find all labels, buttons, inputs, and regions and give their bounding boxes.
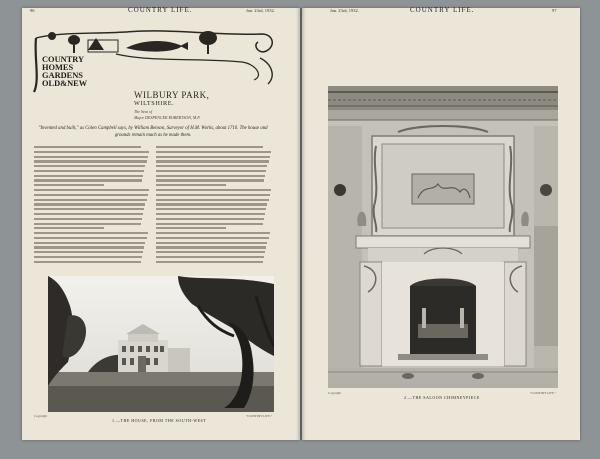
body-text-line	[156, 189, 271, 191]
body-text-line	[34, 165, 145, 167]
body-text-line	[34, 156, 148, 158]
body-text-column-2	[156, 146, 272, 270]
date-left: Jan. 23rd, 1932.	[246, 8, 275, 13]
book-spine	[296, 8, 306, 440]
body-text-line	[34, 151, 149, 153]
body-text-line	[156, 256, 264, 258]
body-text-line	[34, 146, 141, 148]
logo-line-2: HOMES	[42, 63, 74, 72]
body-text-line	[156, 184, 226, 186]
body-text-column-1	[34, 146, 150, 270]
body-text-line	[34, 203, 145, 205]
body-text-line	[34, 223, 141, 225]
photo-credit-right: Copyright	[328, 391, 341, 395]
photo-caption-right: 2.—THE SALOON CHIMNEYPIECE	[404, 395, 480, 400]
body-text-line	[34, 246, 144, 248]
body-text-line	[34, 208, 144, 210]
body-text-line	[34, 227, 104, 229]
body-text-line	[156, 208, 266, 210]
body-text-line	[156, 242, 267, 244]
body-text-line	[34, 175, 143, 177]
body-text-line	[156, 203, 267, 205]
house-photo	[48, 276, 274, 412]
body-text-line	[34, 199, 147, 201]
body-text-line	[156, 237, 269, 239]
body-text-line	[156, 179, 264, 181]
body-text-line	[34, 179, 142, 181]
body-text-line	[156, 213, 265, 215]
body-text-line	[34, 237, 147, 239]
body-text-line	[156, 156, 270, 158]
body-text-line	[34, 184, 104, 186]
body-text-line	[34, 194, 148, 196]
body-text-line	[34, 213, 143, 215]
photo-caption-left: 1.—THE HOUSE, FROM THE SOUTH-WEST	[112, 418, 207, 423]
logo-line-3: GARDENS	[42, 71, 83, 80]
photo-copyright-right: "COUNTRY LIFE."	[530, 391, 557, 395]
body-text-line	[34, 189, 149, 191]
chimneypiece-photo	[328, 86, 558, 388]
body-text-line	[34, 261, 141, 263]
body-text-line	[156, 261, 263, 263]
body-text-line	[34, 170, 144, 172]
article-title: WILBURY PARK,	[134, 90, 210, 100]
page-number-right: 97	[552, 8, 557, 13]
article-location: WILTSHIRE.	[134, 100, 175, 107]
logo-line-1: COUNTRY	[42, 55, 85, 64]
photo-copyright-left: "COUNTRY LIFE."	[246, 414, 273, 418]
body-text-line	[156, 246, 266, 248]
logo-line-4: OLD&NEW	[42, 79, 88, 88]
photo-credit-left: Copyright	[34, 414, 47, 418]
date-right: Jan. 23rd, 1932.	[330, 8, 359, 13]
body-text-line	[34, 218, 142, 220]
body-text-line	[34, 242, 145, 244]
body-text-line	[156, 218, 264, 220]
running-head-right: COUNTRY LIFE.	[410, 6, 475, 14]
body-text-line	[156, 232, 270, 234]
body-text-line	[156, 146, 263, 148]
body-text-line	[156, 199, 269, 201]
body-text-line	[156, 223, 263, 225]
body-text-line	[34, 256, 142, 258]
body-text-line	[156, 151, 271, 153]
body-text-line	[156, 227, 226, 229]
body-text-line	[156, 170, 266, 172]
body-text-line	[156, 175, 265, 177]
body-text-line	[34, 232, 148, 234]
running-head-left: COUNTRY LIFE.	[128, 6, 193, 14]
body-text-line	[156, 165, 267, 167]
body-text-line	[156, 160, 269, 162]
article-owner-line-1: The Seat of	[134, 109, 152, 114]
body-text-line	[34, 251, 143, 253]
body-text-line	[156, 194, 270, 196]
body-text-line	[34, 160, 147, 162]
article-owner-line-2: Major DESPENCER ROBERTSON, M.P.	[134, 115, 201, 120]
body-text-line	[156, 251, 265, 253]
article-intro: "Invented and built," as Colen Campbell says, by William Benson, Surveyor of H.M. Works, about 1710. The house and grounds remain much as he made them.	[38, 126, 268, 138]
page-number-left: 96	[30, 8, 35, 13]
country-homes-logo	[34, 20, 130, 93]
